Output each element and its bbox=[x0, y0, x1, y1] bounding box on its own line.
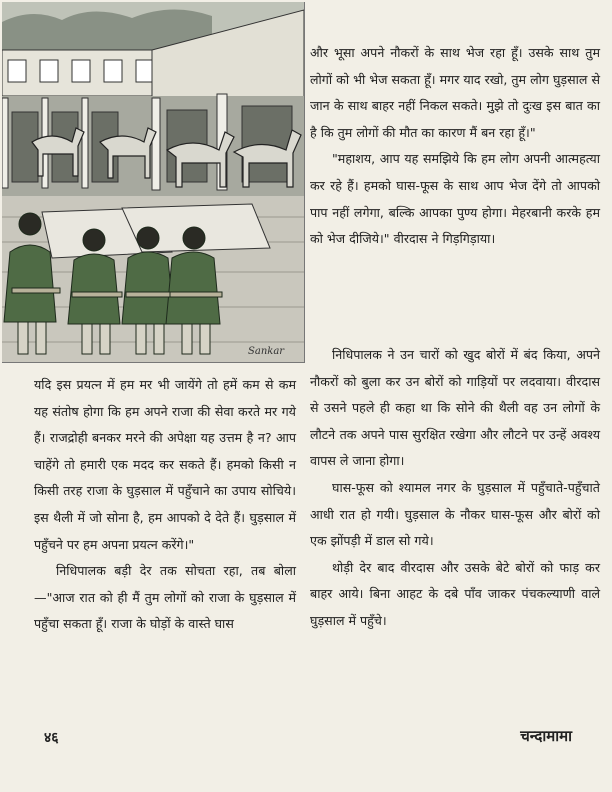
stable-scene-image bbox=[2, 2, 304, 362]
page-number: ४६ bbox=[44, 730, 59, 746]
paragraph: यदि इस प्रयत्न में हम मर भी जायेंगे तो हमें कम से कम यह संतोष होगा कि हम अपने राजा की सेवा करते मर गये हैं। राजद्रोही बनकर मरने की अपेक्षा यह उत्तम है न? आप चाहेंगे तो हमारी एक मदद कर सकते हैं। हमको किसी न किसी तरह राजा के घुड़साल में पहुँचाने का उपाय सोचिये। इस थैली में जो सोना है, हम आपको दे देते हैं। घुड़साल में पहुँचने पर हम अपना प्रयत्न करेंगे।" bbox=[34, 377, 296, 552]
right-column-top bbox=[310, 40, 600, 253]
paragraph: "महाशय, आप यह समझिये कि हम लोग अपनी आत्महत्या कर रहे हैं। हमको घास-फूस के साथ आप भेज देंगे तो आपको पाप नहीं लगेगा, बल्कि आपका पुण्य होगा। मेहरबानी करके हम को भेज दीजिये।" वीरदास ने गिड़गिड़ाया। bbox=[310, 151, 600, 247]
artist-signature: Sankar bbox=[248, 346, 285, 357]
paragraph: निधिपालक बड़ी देर तक सोचता रहा, तब बोला—"आज रात को ही मैं तुम लोगों को राजा के घुड़साल में पहुँचा सकता हूँ। राजा के घोड़ों के वास्ते घास bbox=[34, 563, 296, 632]
paragraph: और भूसा अपने नौकरों के साथ भेज रहा हूँ। उसके साथ तुम लोगों को भी भेज सकता हूँ। मगर याद रखो, तुम लोग घुड़साल से जान के साथ बाहर नहीं निकल सकते। मुझे तो दुःख इस बात का है कि तुम लोगों की मौत का कारण मैं बन रहा हूँ।" bbox=[310, 45, 600, 140]
left-column bbox=[34, 372, 296, 638]
paragraph: थोड़ी देर बाद वीरदास और उसके बेटे बोरों को फाड़ कर बाहर आये। बिना आहट के दबे पाँव जाकर पंचकल्याणी वाले घुड़साल में पहुँचे। bbox=[310, 559, 600, 628]
story-illustration bbox=[2, 2, 305, 363]
paragraph: घास-फूस को श्यामल नगर के घुड़साल में पहुँचाते-पहुँचाते आधी रात हो गयी। घुड़साल के नौकर घास-फूस और बोरों को एक झोंपड़ी में डाल सो गये। bbox=[310, 479, 600, 549]
magazine-name: चन्दामामा bbox=[520, 727, 572, 745]
right-column-bottom bbox=[310, 342, 600, 635]
paragraph: निधिपालक ने उन चारों को खुद बोरों में बंद किया, अपने नौकरों को बुला कर उन बोरों को गाड़ियों पर लदवाया। वीरदास से उसने पहले ही कहा था कि सोने की थैली वह उन लोगों के लौटने तक अपने पास सुरक्षित रखेगा और लौटने पर उन्हें अवश्य वापस ले जाना होगा। bbox=[310, 347, 600, 469]
